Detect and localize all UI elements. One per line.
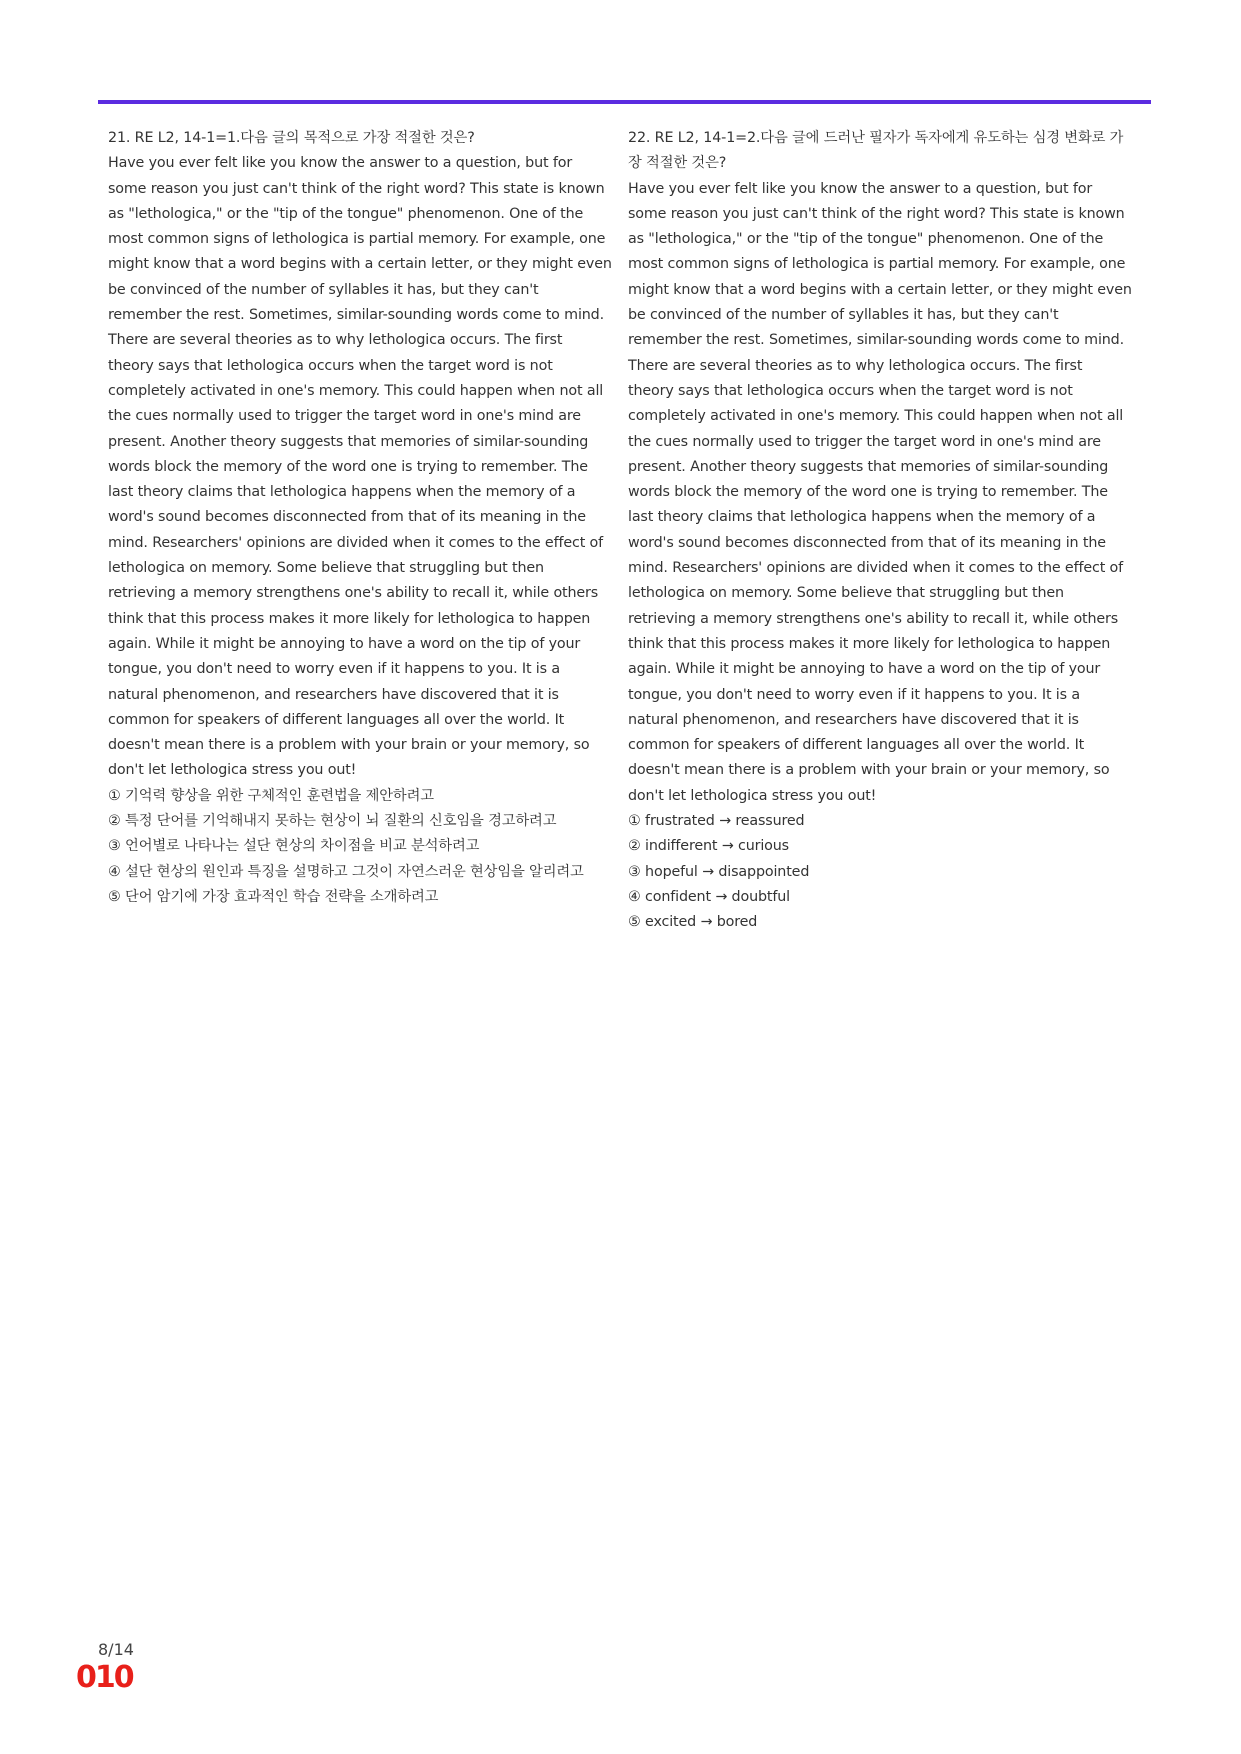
answer-options [108,784,612,910]
option-5[interactable]: ⑤ 단어 암기에 가장 효과적인 학습 전략을 소개하려고 [108,888,439,905]
question-21 [108,126,612,910]
option-4[interactable]: ④ confident → doubtful [628,888,790,905]
answer-options [628,809,1132,935]
option-3[interactable]: ③ 언어별로 나타나는 설단 현상의 차이점을 비교 분석하려고 [108,838,480,855]
option-5[interactable]: ⑤ excited → bored [628,914,758,931]
question-title: 22. RE L2, 14-1=2.다음 글에 드러난 필자가 독자에게 유도하는 심경 변화로 가장 적절한 것은? [628,130,1124,172]
passage: Have you ever felt like you know the answer to a question, but for some reason you just can't think of the right word? This state is known as "lethologica," or the "tip of the tongue" phenomenon. One of the most common signs of lethologica is partial memory. For example, one might know that a word begins with a certain letter, or they might even be convinced of the number of syllables it has, but they can't remember the rest. Sometimes, similar-sounding words come to mind. There are several theories as to why lethologica occurs. The first theory says that lethologica occurs when the target word is not completely activated in one's memory. This could happen when not all the cues normally used to trigger the target word in one's mind are present. Another theory suggests that memories of similar-sounding words block the memory of the word one is trying to remember. The last theory claims that lethologica happens when the memory of a word's sound becomes disconnected from that of its meaning in the mind. Researchers' opinions are divided when it comes to the effect of lethologica on memory. Some believe that struggling but then retrieving a memory strengthens one's ability to recall it, while others think that this process makes it more likely for lethologica to happen again. While it might be annoying to have a word on the tip of your tongue, you don't need to worry even if it happens to you. It is a natural phenomenon, and researchers have discovered that it is common for speakers of different languages all over the world. It doesn't mean there is a problem with your brain or your memory, so don't let lethologica stress you out! [628,180,1132,804]
question-22 [628,126,1132,936]
option-4[interactable]: ④ 설단 현상의 원인과 특징을 설명하고 그것이 자연스러운 현상임을 알리려고 [108,863,584,880]
brand-logo: 010 [76,1660,133,1695]
passage: Have you ever felt like you know the answer to a question, but for some reason you just can't think of the right word? This state is known as "lethologica," or the "tip of the tongue" phenomenon. One of the most common signs of lethologica is partial memory. For example, one might know that a word begins with a certain letter, or they might even be convinced of the number of syllables it has, but they can't remember the rest. Sometimes, similar-sounding words come to mind. There are several theories as to why lethologica occurs. The first theory says that lethologica occurs when the target word is not completely activated in one's memory. This could happen when not all the cues normally used to trigger the target word in one's mind are present. Another theory suggests that memories of similar-sounding words block the memory of the word one is trying to remember. The last theory claims that lethologica happens when the memory of a word's sound becomes disconnected from that of its meaning in the mind. Researchers' opinions are divided when it comes to the effect of lethologica on memory. Some believe that struggling but then retrieving a memory strengthens one's ability to recall it, while others think that this process makes it more likely for lethologica to happen again. While it might be annoying to have a word on the tip of your tongue, you don't need to worry even if it happens to you. It is a natural phenomenon, and researchers have discovered that it is common for speakers of different languages all over the world. It doesn't mean there is a problem with your brain or your memory, so don't let lethologica stress you out! [108,155,612,779]
top-rule [98,100,1151,104]
option-2[interactable]: ② 특정 단어를 기억해내지 못하는 현상이 뇌 질환의 신호임을 경고하려고 [108,813,557,830]
option-1[interactable]: ① frustrated → reassured [628,813,805,830]
page-number: 8/14 [98,1640,134,1659]
option-2[interactable]: ② indifferent → curious [628,838,789,855]
option-1[interactable]: ① 기억력 향상을 위한 구체적인 훈련법을 제안하려고 [108,787,434,804]
question-title: 21. RE L2, 14-1=1.다음 글의 목적으로 가장 적절한 것은? [108,130,475,146]
option-3[interactable]: ③ hopeful → disappointed [628,863,810,880]
